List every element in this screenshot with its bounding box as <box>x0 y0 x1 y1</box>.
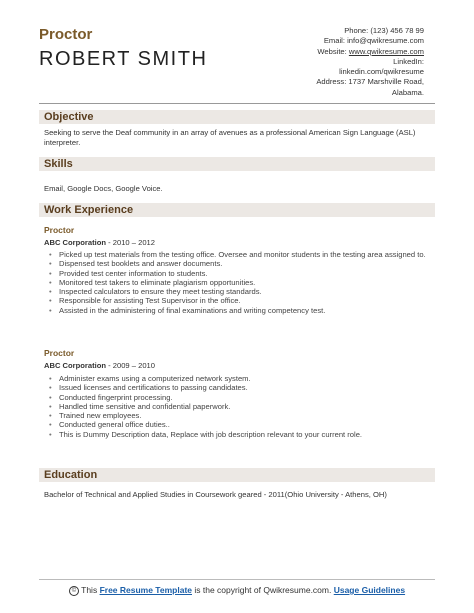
work-experience-heading: Work Experience <box>39 203 435 217</box>
footer-middle: is the copyright of Qwikresume.com. <box>192 585 334 595</box>
education-heading: Education <box>39 468 435 482</box>
list-item: • Assisted in the administering of final examinations and writing competency test. <box>59 306 449 315</box>
job-title: Proctor <box>39 26 93 43</box>
contact-address-line2: Alabama. <box>391 87 424 97</box>
job-1-company: ABC Corporation <box>44 238 107 247</box>
list-item: • Conducted general office duties.. <box>59 420 449 429</box>
website-label: Website: <box>317 46 349 56</box>
usage-guidelines-link[interactable]: Usage Guidelines <box>333 585 406 595</box>
list-item: • Issued licenses and certifications to passing candidates. <box>59 383 449 392</box>
list-item: • Picked up test materials from the testing office. Oversee and monitor students in the testing area assigned to. <box>59 250 449 259</box>
objective-heading: Objective <box>39 110 435 124</box>
website-link[interactable]: www.qwikresume.com <box>348 46 424 56</box>
list-item: • Responsible for assisting Test Supervisor in the office. <box>59 296 449 305</box>
footer-prefix: This <box>78 585 100 595</box>
contact-linkedin-label: LinkedIn: <box>393 56 424 66</box>
footer-divider <box>39 579 435 580</box>
list-item: • Monitored test takers to eliminate plagiarism opportunities. <box>59 278 449 287</box>
education-text: Bachelor of Technical and Applied Studies in Coursework geared - 2011(Ohio University - Athens, OH) <box>44 490 387 499</box>
resume-header <box>0 0 474 100</box>
job-2-dates: - 2009 – 2010 <box>106 361 155 370</box>
job-2-company: ABC Corporation <box>44 361 107 370</box>
candidate-name: ROBERT SMITH <box>39 48 208 70</box>
job-1-bullets <box>44 250 449 315</box>
job-1-company-line <box>44 238 155 247</box>
list-item: • Handled time sensitive and confidential paperwork. <box>59 402 449 411</box>
contact-email: Email: info@qwikresume.com <box>323 36 424 46</box>
contact-address-line1: Address: 1737 Marshville Road, <box>316 77 424 87</box>
contact-block <box>224 26 424 98</box>
contact-phone: Phone: (123) 456 78 99 <box>344 26 424 35</box>
skills-heading: Skills <box>39 157 435 171</box>
job-2-title: Proctor <box>44 348 75 358</box>
objective-text: Seeking to serve the Deaf community in an array of avenues as a professional American Sign Language (ASL) interpreter. <box>44 128 416 147</box>
skills-text: Email, Google Docs, Google Voice. <box>44 184 163 193</box>
job-1-title: Proctor <box>44 225 75 235</box>
list-item: • This is Dummy Description data, Replace with job description relevant to your current role. <box>59 430 449 439</box>
list-item: • Administer exams using a computerized network system. <box>59 374 449 383</box>
header-divider <box>39 103 435 104</box>
job-2-bullets <box>44 374 449 439</box>
contact-linkedin-url: linkedin.com/qwikresume <box>339 67 424 77</box>
copyright-icon: © <box>69 586 79 596</box>
job-1-dates: - 2010 – 2012 <box>106 238 155 247</box>
list-item: • Provided test center information to students. <box>59 269 449 278</box>
contact-website <box>224 47 424 57</box>
list-item: • Dispensed test booklets and answer documents. <box>59 259 449 268</box>
footer-copyright <box>60 585 414 596</box>
list-item: • Inspected calculators to ensure they meet testing standards. <box>59 287 449 296</box>
free-resume-template-link[interactable]: Free Resume Template <box>99 585 192 595</box>
list-item: • Trained new employees. <box>59 411 449 420</box>
job-2-company-line <box>44 361 155 370</box>
list-item: • Conducted fingerprint processing. <box>59 393 449 402</box>
